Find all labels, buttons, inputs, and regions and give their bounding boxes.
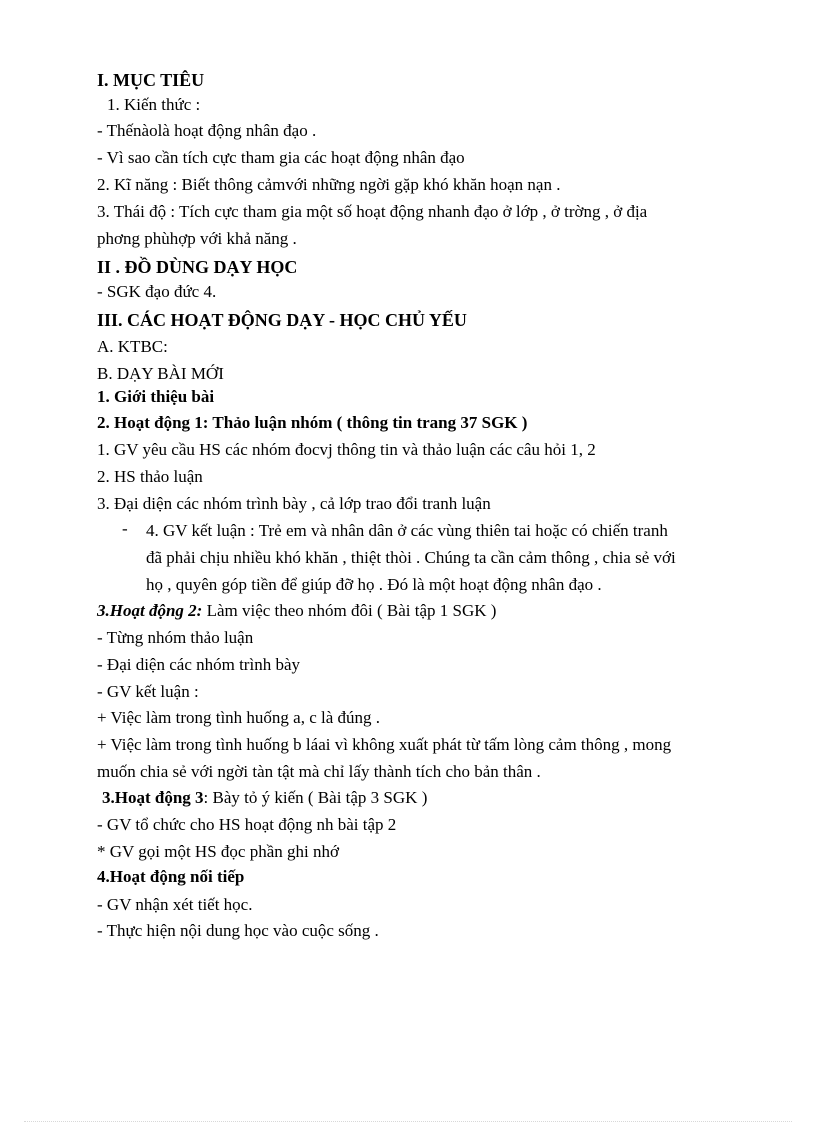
text-line: A. KTBC: [97, 337, 168, 356]
text-line: - GV kết luận : [97, 682, 199, 701]
section-title-materials: II . ĐỒ DÙNG DẠY HỌC [97, 257, 298, 277]
bullet-mark: - [122, 519, 128, 538]
text-line: - Vì sao cần tích cực tham gia các hoạt động nhân đạo [97, 148, 465, 167]
activity-3-heading [102, 788, 427, 808]
text-line: 4. GV kết luận : Trẻ em và nhân dân ở các vùng thiên tai hoặc có chiến tranh [146, 521, 668, 540]
subheading-knowledge: 1. Kiến thức : [107, 95, 201, 114]
activity-2-desc: Làm việc theo nhóm đôi ( Bài tập 1 SGK ) [202, 601, 497, 620]
text-line: + Việc làm trong tình huống b láai vì không xuất phát từ tấm lòng cảm thông , mong [97, 735, 672, 754]
text-line: phơng phùhợp với khả năng . [97, 229, 297, 248]
text-line: - Thếnàolà hoạt động nhân đạo . [97, 121, 317, 140]
text-line: 3. Đại diện các nhóm trình bày , cả lớp trao đổi tranh luận [97, 494, 491, 513]
text-line: đã phải chịu nhiều khó khăn , thiệt thòi . Chúng ta cần cảm thông , chia sẻ với [146, 548, 676, 567]
subheading-intro: 1. Giới thiệu bài [97, 387, 215, 406]
text-line: 1. GV yêu cầu HS các nhóm đocvj thông tin và thảo luận các câu hỏi 1, 2 [97, 440, 596, 459]
text-line: + Việc làm trong tình huống a, c là đúng . [97, 708, 381, 727]
text-line: - Từng nhóm thảo luận [97, 628, 254, 647]
text-line: B. DẠY BÀI MỚI [97, 364, 224, 383]
activity-4-title: 4.Hoạt động nối tiếp [97, 867, 245, 886]
text-line: họ , quyên góp tiền để giúp đỡ họ . Đó là một hoạt động nhân đạo . [146, 575, 602, 594]
text-line: - Đại diện các nhóm trình bày [97, 655, 300, 674]
activity-1-title: 2. Hoạt động 1: Thảo luận nhóm ( thông tin trang 37 SGK ) [97, 413, 528, 432]
text-line: muốn chia sẻ với ngời tàn tật mà chỉ lấy thành tích cho bản thân . [97, 762, 541, 781]
section-title-objectives: I. MỤC TIÊU [97, 70, 205, 90]
text-line: - GV nhận xét tiết học. [97, 895, 253, 914]
text-line: 3. Thái độ : Tích cực tham gia một số hoạt động nhanh đạo ở lớp , ở trờng , ở địa [97, 202, 648, 221]
text-line: - SGK đạo đức 4. [97, 282, 217, 301]
page-bottom-divider [24, 1121, 792, 1122]
activity-2-label: 3.Hoạt động 2: [97, 601, 203, 620]
text-line: - Thực hiện nội dung học vào cuộc sống . [97, 921, 379, 940]
text-line: 2. Kĩ năng : Biết thông cảmvới những ngời gặp khó khăn hoạn nạn . [97, 175, 561, 194]
text-line: - GV tổ chức cho HS hoạt động nh bài tập 2 [97, 815, 397, 834]
text-line: 2. HS thảo luận [97, 467, 203, 486]
section-title-activities: III. CÁC HOẠT ĐỘNG DẠY - HỌC CHỦ YẾU [97, 310, 467, 330]
activity-3-desc: : Bày tỏ ý kiến ( Bài tập 3 SGK ) [203, 788, 428, 807]
activity-2-heading [97, 601, 496, 621]
text-line: * GV gọi một HS đọc phần ghi nhớ [97, 842, 339, 861]
activity-3-label: 3.Hoạt động 3 [102, 788, 204, 807]
